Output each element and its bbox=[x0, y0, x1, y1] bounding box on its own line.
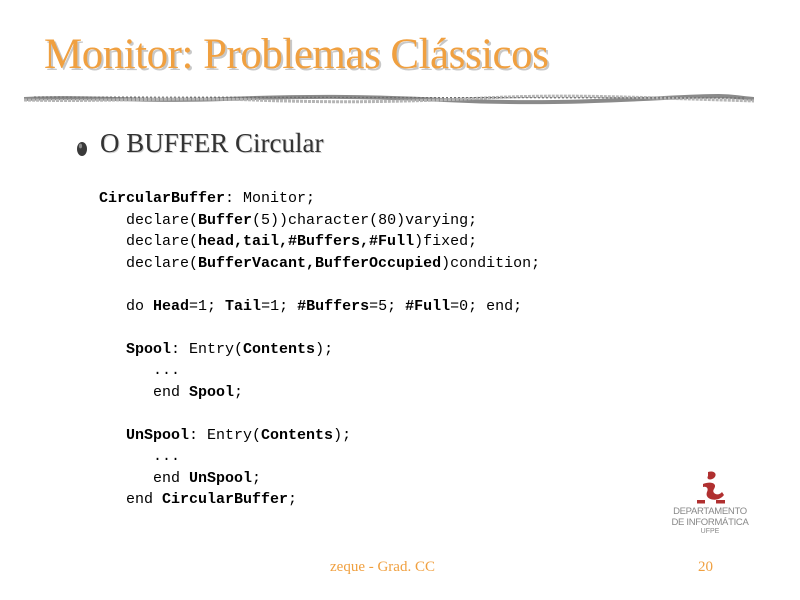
code-line bbox=[99, 468, 540, 490]
code-text: declare( bbox=[99, 211, 199, 229]
code-keyword: Contents bbox=[261, 426, 334, 444]
code-keyword: CircularBuffer bbox=[99, 190, 226, 207]
code-text: declare( bbox=[99, 233, 199, 250]
code-line bbox=[99, 446, 540, 468]
code-text: =1; bbox=[189, 297, 226, 315]
logo-text-line1: DEPARTAMENTO bbox=[673, 506, 747, 517]
code-line bbox=[99, 188, 540, 210]
code-keyword: Tail bbox=[225, 297, 262, 315]
code-keyword: Buffer bbox=[198, 211, 253, 229]
code-text: declare( bbox=[99, 254, 199, 272]
slide-title: Monitor: Problemas Clássicos bbox=[44, 31, 549, 78]
code-line bbox=[99, 489, 540, 511]
code-keyword: #Full bbox=[405, 297, 451, 315]
code-text: ); bbox=[315, 340, 334, 358]
bullet-heading: O BUFFER Circular bbox=[100, 128, 324, 158]
code-line bbox=[99, 317, 540, 339]
code-text: =5; bbox=[369, 297, 406, 315]
code-text: end bbox=[99, 491, 163, 508]
code-block bbox=[99, 188, 540, 511]
code-keyword: Head bbox=[153, 297, 190, 315]
logo-text-line3: UFPE bbox=[700, 528, 720, 535]
code-keyword: Spool bbox=[126, 340, 172, 358]
code-keyword: UnSpool bbox=[189, 469, 253, 487]
logo-text-line2: DE INFORMÁTICA bbox=[671, 517, 749, 528]
code-keyword: head,tail,#Buffers,#Full bbox=[198, 233, 415, 250]
code-text: )fixed; bbox=[414, 233, 478, 250]
code-line bbox=[99, 210, 540, 232]
code-line bbox=[99, 403, 540, 425]
code-text: : Entry( bbox=[189, 426, 262, 444]
code-text: ); bbox=[333, 426, 352, 444]
code-text: end bbox=[99, 383, 190, 401]
code-text: ; bbox=[252, 469, 262, 487]
code-keyword: UnSpool bbox=[126, 426, 190, 444]
code-keyword: Spool bbox=[189, 383, 235, 401]
logo-mark-icon bbox=[694, 470, 728, 506]
code-text: do bbox=[99, 297, 154, 315]
code-line bbox=[99, 296, 540, 318]
bullet-icon bbox=[74, 138, 90, 158]
code-text: )condition; bbox=[441, 254, 541, 272]
code-text: =0; end; bbox=[450, 297, 523, 315]
code-line bbox=[99, 382, 540, 404]
code-text: ... bbox=[99, 362, 181, 379]
code-text: ... bbox=[99, 448, 181, 465]
code-text: : Monitor; bbox=[225, 190, 316, 207]
code-line bbox=[99, 360, 540, 382]
code-line bbox=[99, 231, 540, 253]
footer-author: zeque - Grad. CC bbox=[330, 559, 435, 575]
title-underline bbox=[24, 92, 754, 106]
code-text: ; bbox=[234, 383, 244, 401]
code-line bbox=[99, 253, 540, 275]
code-text: end bbox=[99, 469, 190, 487]
code-line bbox=[99, 339, 540, 361]
code-text: =1; bbox=[261, 297, 298, 315]
code-keyword: Contents bbox=[243, 340, 316, 358]
page-number: 20 bbox=[698, 559, 713, 575]
code-text: (5))character(80)varying; bbox=[252, 211, 478, 229]
code-keyword: CircularBuffer bbox=[162, 491, 289, 508]
code-keyword: #Buffers bbox=[297, 297, 370, 315]
code-text: : Entry( bbox=[171, 340, 244, 358]
code-text bbox=[99, 341, 126, 358]
code-line bbox=[99, 274, 540, 296]
code-text bbox=[99, 427, 126, 444]
code-keyword: BufferVacant,BufferOccupied bbox=[198, 254, 442, 272]
department-logo bbox=[668, 470, 752, 542]
code-text: ; bbox=[288, 491, 298, 508]
code-line bbox=[99, 425, 540, 447]
